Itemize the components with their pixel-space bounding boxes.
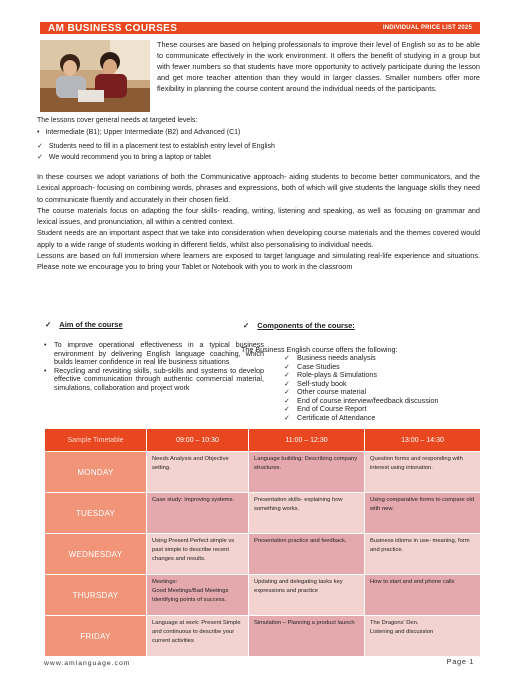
lesson-cell: Case study: Improving systems. bbox=[147, 493, 249, 534]
list-item: ✓ Students need to fill in a placement test to establish entry level of English bbox=[37, 141, 275, 152]
lesson-cell: Using comparative forms to compare old with new. bbox=[365, 493, 481, 534]
lesson-cell: Presentation skills- explaining how something works. bbox=[249, 493, 365, 534]
paragraph: The course materials focus on adapting the four skills- reading, writing, listening and speaking, as well as focusing on grammar and lexical issues, and pronunciation, all within a centred context. bbox=[37, 205, 480, 227]
check-icon: ✓ bbox=[45, 320, 52, 329]
components-intro: The Business English course offers the following: bbox=[241, 345, 398, 354]
lesson-cell: Question forms and responding with interest using intonation. bbox=[365, 452, 481, 493]
components-list bbox=[284, 354, 438, 422]
components-heading: ✓ Components of the course: bbox=[243, 321, 355, 330]
paragraph: Lessons are based on full immersion where learners are exposed to target language and simulating real-life experience and situations. Please note we encourage you to bring your Tablet or Notebook with you to work in the classroom bbox=[37, 251, 480, 272]
requirements-list bbox=[37, 141, 275, 163]
lesson-cell: Using Present Perfect simple vs past simple to describe recent changes and results. bbox=[147, 534, 249, 575]
sample-timetable bbox=[44, 428, 481, 657]
lesson-cell: Updating and delegating tasks key expressions and practice bbox=[249, 575, 365, 616]
paragraph: Student needs are an important aspect that we take into consideration when developing course materials and the themes covered would apply to a wide range of students working in different fields, whilst also personalising to individual needs. bbox=[37, 228, 480, 249]
list-item: ✓ Self-study book bbox=[284, 380, 438, 389]
website-link[interactable]: www.amlanguage.com bbox=[44, 660, 131, 667]
time-slot: 11:00 – 12:30 bbox=[249, 429, 365, 452]
table-header-row bbox=[45, 429, 481, 452]
list-item: ✓ End of course interview/feedback discussion bbox=[284, 397, 438, 406]
day-cell: FRIDAY bbox=[45, 616, 147, 657]
timetable-caption: Sample Timetable bbox=[45, 429, 147, 452]
aim-heading: ✓ Aim of the course bbox=[45, 320, 123, 329]
list-item: ✓ Certificate of Attendance bbox=[284, 414, 438, 423]
levels-list bbox=[37, 128, 240, 138]
list-item: ✓ Other course material bbox=[284, 388, 438, 397]
check-icon: ✓ bbox=[243, 321, 250, 330]
table-row bbox=[45, 616, 481, 657]
list-item: ✓ End of Course Report bbox=[284, 405, 438, 414]
day-cell: TUESDAY bbox=[45, 493, 147, 534]
list-item: ✓ Case Studies bbox=[284, 363, 438, 372]
list-item: ✓ Business needs analysis bbox=[284, 354, 438, 363]
levels-intro: The lessons cover general needs at targeted levels: bbox=[37, 117, 198, 124]
price-list-label: INDIVIDUAL PRICE LIST 2025 bbox=[382, 25, 472, 31]
lesson-cell: Language building: Describing company structures. bbox=[249, 452, 365, 493]
lesson-cell: Needs Analysis and Objective setting. bbox=[147, 452, 249, 493]
aim-list bbox=[44, 341, 264, 392]
lesson-cell: Presentation practice and feedback. bbox=[249, 534, 365, 575]
header-bar bbox=[40, 22, 480, 34]
paragraph: In these courses we adopt variations of both the Communicative approach- aiding students to become better communicators, and the Lexical approach- focusing on combining words, phrases and expressions, both of which will give students the language skills they need to communicate fluently and accurately in their chosen field. bbox=[37, 172, 480, 204]
table-row bbox=[45, 575, 481, 616]
lesson-cell: Language at work: Present Simple and continuous to describe your current activities bbox=[147, 616, 249, 657]
list-item: • Recycling and revisiting skills, sub-skills and systems to develop effective communication through authentic commercial material, simulations, collaboration and project work bbox=[44, 367, 264, 393]
list-item: ✓ We would recommend you to bring a laptop or tablet bbox=[37, 152, 275, 163]
table-row bbox=[45, 493, 481, 534]
lesson-cell: How to start and end phone calls bbox=[365, 575, 481, 616]
lesson-cell: Business idioms in use- meaning, form and practice. bbox=[365, 534, 481, 575]
list-item: ✓ Role-plays & Simulations bbox=[284, 371, 438, 380]
day-cell: THURSDAY bbox=[45, 575, 147, 616]
students-photo bbox=[40, 40, 150, 112]
list-item: • To improve operational effectiveness in a typical business environment by delivering English language coaching, which builds learner confidence in real life business situations bbox=[44, 341, 264, 367]
time-slot: 09:00 – 10:30 bbox=[147, 429, 249, 452]
table-row bbox=[45, 534, 481, 575]
lesson-cell: Simulation – Planning a product launch bbox=[249, 616, 365, 657]
table-row bbox=[45, 452, 481, 493]
lesson-cell: The Dragons' Den. Listening and discussion bbox=[365, 616, 481, 657]
course-title: AM BUSINESS COURSES bbox=[48, 22, 178, 34]
course-description bbox=[37, 171, 480, 273]
intro-paragraph: These courses are based on helping professionals to improve their level of English so as to be able to communicate effectively in the work environment. It offers the benefit of studying in a group but with fewer numbers so that students have more opportunity to actively participate during the lesson and get more teacher attention than they would in larger classes. Smaller numbers offer more flexibility in planning the course content around the individual needs of the participants. bbox=[157, 40, 480, 94]
time-slot: 13:00 – 14:30 bbox=[365, 429, 481, 452]
day-cell: MONDAY bbox=[45, 452, 147, 493]
list-item: • Intermediate (B1); Upper Intermediate (B2) and Advanced (C1) bbox=[37, 128, 240, 138]
lesson-cell: Meetings: Good Meetings/Bad Meetings Identifying points of success. bbox=[147, 575, 249, 616]
page-number: Page 1 bbox=[446, 657, 474, 666]
day-cell: WEDNESDAY bbox=[45, 534, 147, 575]
